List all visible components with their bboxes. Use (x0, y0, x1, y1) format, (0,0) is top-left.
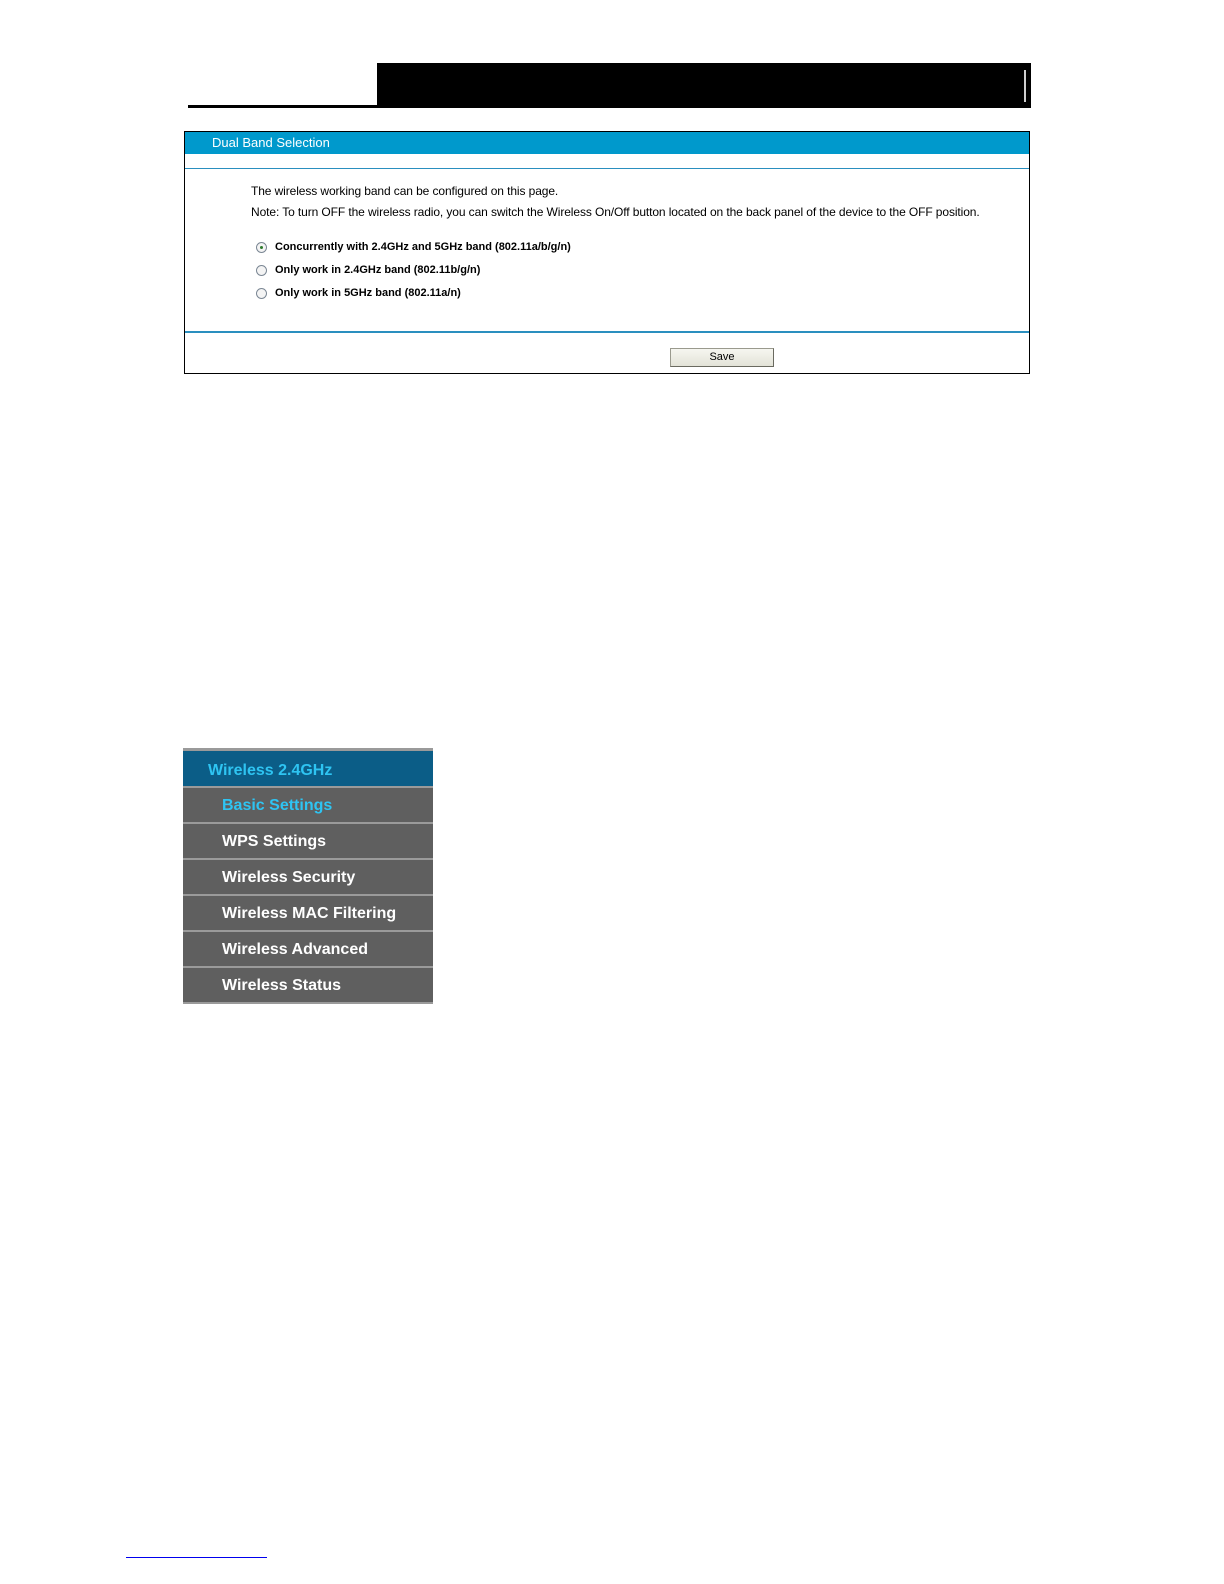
header-black-band (377, 63, 1031, 108)
dual-band-selection-panel (184, 131, 1030, 374)
band-option-label: Only work in 2.4GHz band (802.11b/g/n) (275, 264, 481, 276)
footer-link-underline (126, 1557, 267, 1558)
radio-button-5ghz[interactable] (256, 288, 267, 299)
band-option-label: Concurrently with 2.4GHz and 5GHz band (802.11a/b/g/n) (275, 241, 571, 253)
menu-item-wireless-advanced[interactable]: Wireless Advanced (183, 932, 433, 968)
band-option-2-4ghz[interactable] (256, 262, 480, 278)
save-button[interactable]: Save (670, 348, 774, 367)
menu-item-wireless-status[interactable]: Wireless Status (183, 968, 433, 1004)
header-rule (188, 105, 378, 108)
menu-item-wps-settings[interactable]: WPS Settings (183, 824, 433, 860)
panel-description: The wireless working band can be configured on this page. (251, 184, 559, 198)
radio-button-2-4ghz[interactable] (256, 265, 267, 276)
radio-button-concurrent[interactable] (256, 242, 267, 253)
menu-item-wireless-mac-filtering[interactable]: Wireless MAC Filtering (183, 896, 433, 932)
menu-header-wireless-2-4ghz[interactable]: Wireless 2.4GHz (183, 751, 433, 788)
band-option-label: Only work in 5GHz band (802.11a/n) (275, 287, 461, 299)
band-option-5ghz[interactable] (256, 285, 461, 301)
menu-item-basic-settings[interactable]: Basic Settings (183, 788, 433, 824)
panel-note: Note: To turn OFF the wireless radio, you can switch the Wireless On/Off button located on the back panel of the device to the OFF position. (251, 205, 980, 219)
panel-divider-bottom (185, 331, 1029, 333)
panel-divider-top (185, 168, 1029, 169)
header-divider (1024, 70, 1026, 102)
panel-title: Dual Band Selection (185, 132, 1029, 154)
wireless-2-4ghz-menu (183, 748, 433, 1004)
menu-item-wireless-security[interactable]: Wireless Security (183, 860, 433, 896)
band-option-concurrent[interactable] (256, 239, 571, 255)
